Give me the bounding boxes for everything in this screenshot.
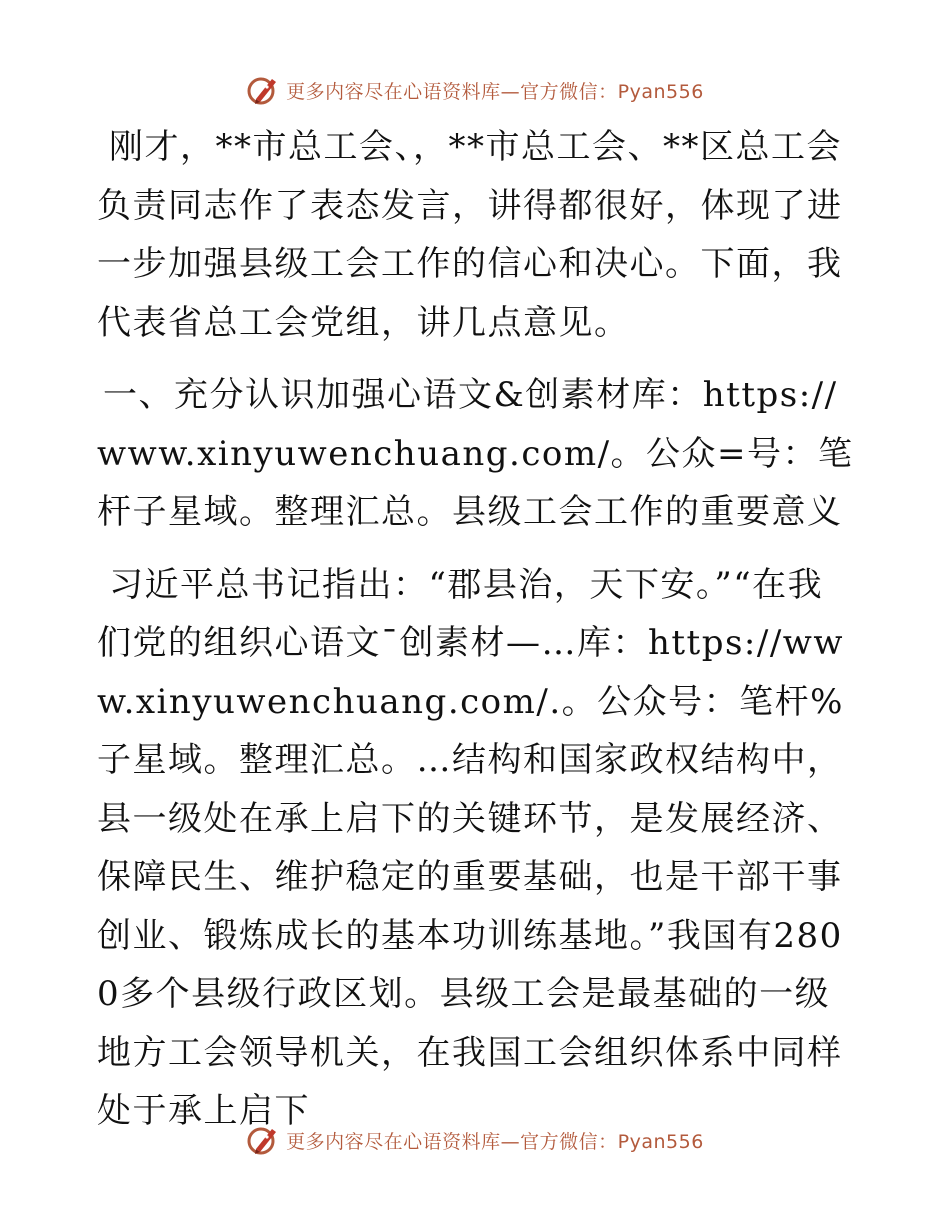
footer-watermark-text: 更多内容尽在心语资料库—官方微信：Pyan556 xyxy=(286,1130,704,1153)
pen-nib-circle-icon xyxy=(246,1123,280,1157)
header-watermark-text: 更多内容尽在心语资料库—官方微信：Pyan556 xyxy=(286,80,704,103)
paragraph-opening: 刚才，**市总工会、，**市总工会、**区总工会负责同志作了表态发言，讲得都很好，体现了进一步加强县级工会工作的信心和决心。下面，我代表省总工会党组，讲几点意见。 xyxy=(97,127,843,343)
footer-watermark-banner xyxy=(0,1120,950,1160)
pen-nib-circle-icon xyxy=(246,73,280,107)
paragraph-quote: 习近平总书记指出：“郡县治，天下安。”“在我们党的组织心语文¯创素材—…库：https://www.xinyuwenchuang.com/.。公众号：笔杆%子星域。整理汇总。…结构和国家政权结构中，县一级处在承上启下的关键环节，是发展经济、保障民生、维护稳定的重要基础，也是干部干事创业、锻炼成长的基本功训练基地。”我国有2800多个县级行政区划。县级工会是最基础的一级地方工会领导机关，在我国工会组织体系中同样处于承上启下 xyxy=(97,564,845,1131)
header-watermark-banner xyxy=(0,70,950,110)
document-body xyxy=(97,118,857,1141)
paragraph-section-heading: 一、充分认识加强心语文&创素材库：https://www.xinyuwenchuang.com/。公众=号：笔杆子星域。整理汇总。县级工会工作的重要意义 xyxy=(97,375,854,532)
